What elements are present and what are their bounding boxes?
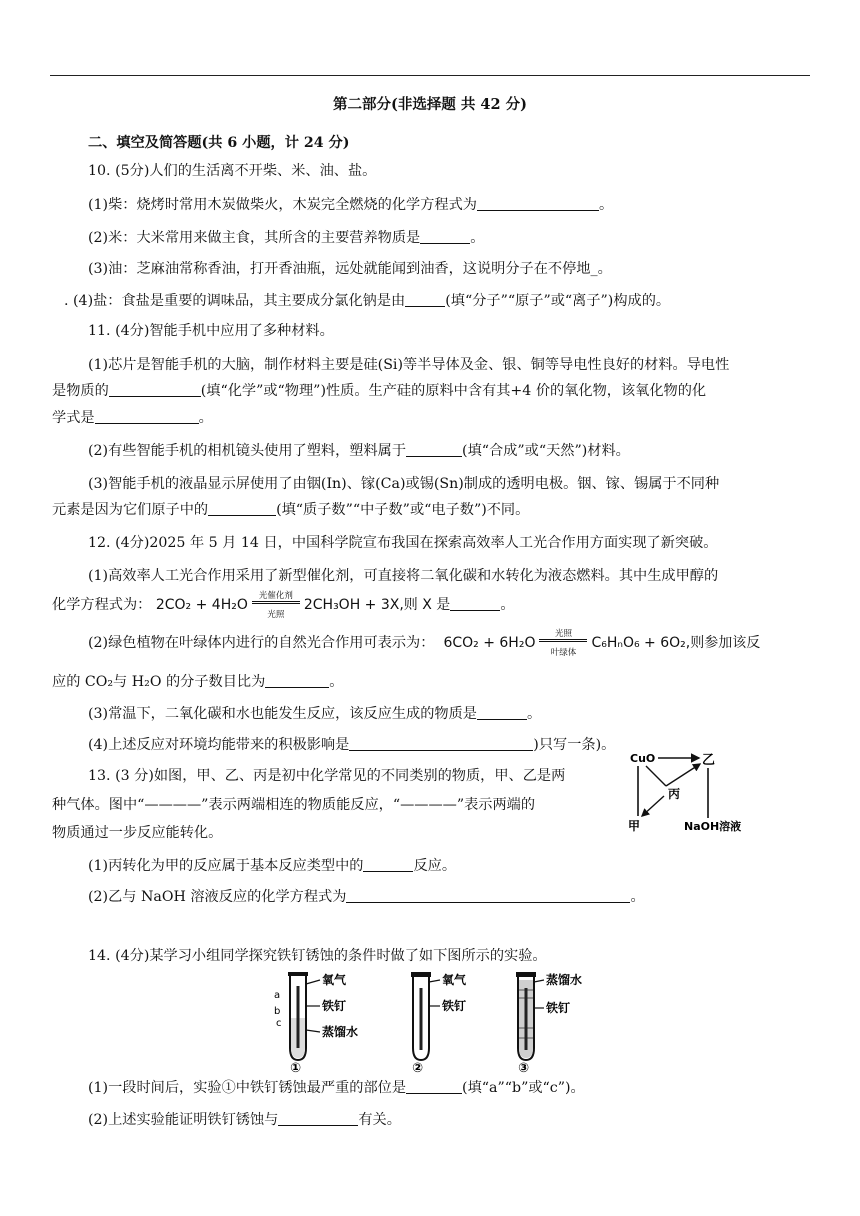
cuo-label: CuO xyxy=(630,752,656,765)
part-title: 第二部分(非选择题 共 42 分) xyxy=(332,96,528,113)
q11-part3-line1: (3)智能手机的液晶显示屏使用了由铟(In)、镓(Ca)或锡(Sn)制成的透明电极。铟、镓、锡属于不同种 xyxy=(88,476,720,492)
equation-2-arrow: 光照 叶绿体 xyxy=(535,631,591,651)
q14-stem: 14. (4分)某学习小组同学探究铁钉锈蚀的条件时做了如下图所示的实验。 xyxy=(88,948,547,964)
section-heading: 二、填空及简答题(共 6 小题，计 24 分) xyxy=(88,135,350,151)
q13-line3: 物质通过一步反应能转化。 xyxy=(52,825,223,841)
tube1-number: ① xyxy=(290,1061,302,1074)
test-tube-1 xyxy=(274,972,358,1074)
q12-part1-line1: (1)高效率人工光合作用采用了新型催化剂，可直接将二氧化碳和水转化为液态燃料。其中生成甲醇的 xyxy=(88,568,719,584)
q12-part2-line2: 应的 CO₂与 H₂O 的分子数目比为 。 xyxy=(52,674,344,690)
q12-stem: 12. (4分)2025 年 5 月 14 日，中国科学院宣布我国在探索高效率人工光合作用方面实现了新突破。 xyxy=(88,535,718,551)
answer-blank[interactable] xyxy=(109,382,201,397)
answer-blank[interactable] xyxy=(346,888,630,903)
yi-label: 乙 xyxy=(702,753,716,768)
answer-blank[interactable] xyxy=(406,1079,462,1094)
jia-label: 甲 xyxy=(628,819,641,833)
tube3-label-water: 蒸馏水 xyxy=(546,973,583,987)
top-rule xyxy=(50,75,810,76)
q10-stem: 10. (5分)人们的生活离不开柴、米、油、盐。 xyxy=(88,163,377,179)
answer-blank[interactable] xyxy=(363,857,413,872)
tube2-label-nail: 铁钉 xyxy=(442,999,467,1013)
bing-to-jia-arrow xyxy=(642,796,664,816)
q11-part3-line2: 元素是因为它们原子中的 (填“质子数”“中子数”或“电子数”)不同。 xyxy=(52,502,530,518)
cuo-bing-line xyxy=(646,766,666,786)
test-tube-3 xyxy=(516,972,582,1074)
naoh-label: NaOH溶液 xyxy=(684,820,742,833)
answer-blank[interactable] xyxy=(278,1111,358,1126)
answer-blank[interactable] xyxy=(450,596,500,611)
q12-part3: (3)常温下，二氧化碳和水也能发生反应，该反应生成的物质是 。 xyxy=(88,706,542,722)
q11-part1-line2: 是物质的 (填“化学”或“物理”)性质。生产硅的原料中含有其+4 价的氧化物，该氧化物的化 xyxy=(52,383,707,399)
q11-part2: (2)有些智能手机的相机镜头使用了塑料，塑料属于 (填“合成”或“天然”)材料。 xyxy=(88,443,630,459)
q14-test-tubes-figure xyxy=(268,968,598,1074)
answer-blank[interactable] xyxy=(420,229,470,244)
q10-part1: (1)柴：烧烤时常用木炭做柴火，木炭完全燃烧的化学方程式为 。 xyxy=(88,197,614,213)
tube3-number: ③ xyxy=(518,1061,530,1074)
q11-stem: 11. (4分)智能手机中应用了多种材料。 xyxy=(88,323,334,339)
answer-blank[interactable] xyxy=(477,705,527,720)
answer-blank[interactable] xyxy=(477,196,599,211)
q12-part1-line2: 化学方程式为： 2CO₂ + 4H₂O 光催化剂 光照 2CH₃OH + 3X,则 X 是 。 xyxy=(52,591,515,620)
q13-line2: 种气体。图中“————”表示两端相连的物质能反应，“————”表示两端的 xyxy=(52,797,536,813)
answer-blank[interactable] xyxy=(95,409,199,424)
q10-part3: (3)油：芝麻油常称香油，打开香油瓶，远处就能闻到油香，这说明分子在不停地_。 xyxy=(88,261,612,277)
q10-part2: (2)米：大米常用来做主食，其所含的主要营养物质是 。 xyxy=(88,230,485,246)
q13-part2: (2)乙与 NaOH 溶液反应的化学方程式为 。 xyxy=(88,889,645,905)
answer-blank[interactable] xyxy=(208,501,276,516)
bing-to-yi-arrow xyxy=(666,764,700,786)
test-tube-2 xyxy=(411,972,467,1074)
equation-1-right: 2CH₃OH + 3X,则 X 是 xyxy=(303,597,451,613)
tube2-label-oxygen: 氧气 xyxy=(442,973,467,987)
answer-blank[interactable] xyxy=(405,292,445,307)
answer-blank[interactable] xyxy=(406,442,462,457)
answer-blank[interactable] xyxy=(349,736,533,751)
tube1-label-nail: 铁钉 xyxy=(322,999,347,1013)
q13-part1: (1)丙转化为甲的反应属于基本反应类型中的 反应。 xyxy=(88,858,457,874)
q10-part4: . (4)盐：食盐是重要的调味品，其主要成分氯化钠是由 (填“分子”“原子”或“离子”)构成的。 xyxy=(64,293,671,309)
tube1-label-water: 蒸馏水 xyxy=(322,1025,359,1039)
tube1-label-b: b xyxy=(274,1006,281,1017)
equation-1-left: 2CO₂ + 4H₂O xyxy=(155,597,248,613)
tube1-label-a: a xyxy=(274,990,281,1001)
equation-1-arrow: 光催化剂 光照 xyxy=(248,593,304,613)
q12-part4: (4)上述反应对环境均能带来的积极影响是 )只写一条)。 xyxy=(88,737,616,753)
q12-part2-line1: (2)绿色植物在叶绿体内进行的自然光合作用可表示为： 6CO₂ + 6H₂O 光照 叶绿体 C₆HₙO₆ + 6O₂,则参加该反 xyxy=(88,629,761,658)
q11-part1-line3: 学式是 。 xyxy=(52,410,213,426)
bing-label: 丙 xyxy=(668,787,681,801)
q13-stem: 13. (3 分)如图，甲、乙、丙是初中化学常见的不同类别的物质，甲、乙是两 xyxy=(88,768,566,784)
tube3-label-nail: 铁钉 xyxy=(546,1001,571,1015)
q11-part1-line1: (1)芯片是智能手机的大脑，制作材料主要是硅(Si)等半导体及金、银、铜等导电性良好的材料。导电性 xyxy=(88,357,730,373)
q13-conversion-diagram xyxy=(624,748,760,838)
equation-2-right: C₆HₙO₆ + 6O₂,则参加该反 xyxy=(591,635,761,651)
answer-blank[interactable] xyxy=(265,673,329,688)
q14-part2: (2)上述实验能证明铁钉锈蚀与 有关。 xyxy=(88,1112,401,1128)
equation-2-left: 6CO₂ + 6H₂O xyxy=(443,635,536,651)
tube1-label-oxygen: 氧气 xyxy=(322,973,347,987)
tube1-label-c: c xyxy=(276,1018,282,1029)
tube2-number: ② xyxy=(412,1061,424,1074)
q14-part1: (1)一段时间后，实验①中铁钉锈蚀最严重的部位是 (填“a”“b”或“c”)。 xyxy=(88,1080,585,1096)
